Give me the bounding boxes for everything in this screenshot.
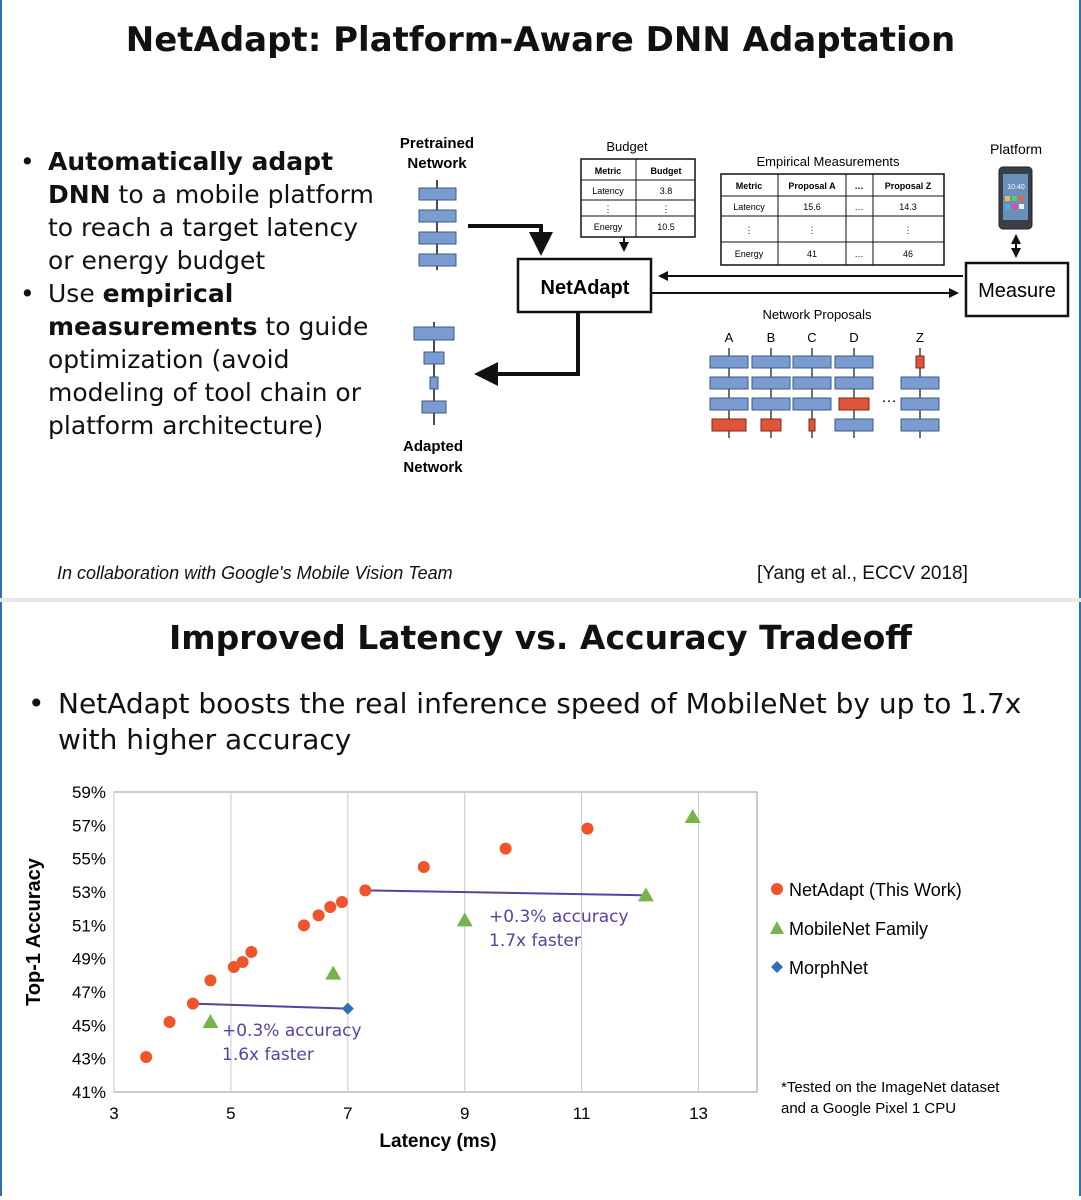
proposal-letter: B (766, 330, 776, 345)
emp-cell: Energy (734, 249, 764, 259)
budget-cell: 3.8 (659, 186, 673, 196)
annotation-1-line2: 1.7x faster (489, 931, 581, 951)
emp-cell: … (854, 249, 864, 259)
x-tick-label: 11 (572, 1104, 591, 1123)
emp-cell: … (854, 202, 864, 212)
proposal-ellipsis: … (881, 389, 897, 406)
adapted-label-2: Network (403, 459, 463, 476)
phone-clock: 10:40 (1007, 184, 1025, 191)
emp-cell: 14.3 (899, 202, 917, 212)
netadapt-point (359, 884, 371, 896)
y-tick-label: 41% (71, 1083, 106, 1102)
slide2-bullet-text: NetAdapt boosts the real inference speed of MobileNet by up to 1.7x with higher accuracy (58, 687, 1022, 756)
emp-header: … (854, 181, 864, 191)
measure-box-label: Measure (978, 280, 1056, 302)
emp-cell: Latency (733, 202, 765, 212)
netadapt-point (581, 823, 593, 835)
budget-title: Budget (606, 139, 648, 154)
comparison-line (365, 890, 646, 895)
netadapt-point (298, 919, 310, 931)
netadapt-point (187, 998, 199, 1010)
x-tick-label: 7 (343, 1104, 353, 1123)
emp-cell: 46 (902, 249, 914, 259)
bullet2-pre: Use (48, 279, 103, 308)
legend-label-mobilenet: MobileNet Family (789, 919, 929, 939)
comparison-line (193, 1004, 348, 1009)
proposal-letter: D (849, 330, 859, 345)
annotation-2-line2: 1.6x faster (222, 1045, 314, 1065)
netadapt-point (204, 974, 216, 986)
netadapt-point (500, 843, 512, 855)
legend-label-netadapt: NetAdapt (This Work) (789, 880, 962, 900)
budget-header-metric: Metric (594, 166, 622, 176)
x-tick-label: 3 (109, 1104, 119, 1123)
budget-header-budget: Budget (650, 166, 682, 176)
collaboration-note: In collaboration with Google's Mobile Vision Team (57, 563, 453, 583)
y-tick-label: 45% (71, 1016, 106, 1036)
legend-marker-netadapt (771, 883, 783, 895)
x-tick-label: 9 (459, 1104, 470, 1123)
empirical-title: Empirical Measurements (756, 154, 900, 169)
mobilenet-point (325, 966, 341, 980)
proposal-letter: A (724, 330, 734, 345)
netadapt-point (164, 1016, 176, 1028)
chart-legend (770, 880, 962, 978)
emp-header: Proposal Z (884, 181, 932, 191)
y-tick-label: 57% (71, 816, 106, 836)
netadapt-point (237, 956, 249, 968)
budget-cell: Latency (592, 186, 624, 196)
budget-cell: 10.5 (657, 222, 675, 232)
netadapt-point (313, 909, 325, 921)
y-tick-label: 51% (71, 916, 106, 936)
pretrained-label-1: Pretrained (399, 135, 475, 152)
footnote-line2: and a Google Pixel 1 CPU (781, 1100, 957, 1117)
mobilenet-point (457, 912, 473, 926)
emp-cell: 15.6 (803, 202, 821, 212)
platform-label: Platform (989, 141, 1043, 157)
emp-cell: ⋮ (807, 225, 817, 235)
bullet1-bold: Automatically adapt DNN (48, 147, 334, 209)
annotation-2-line1: +0.3% accuracy (222, 1021, 362, 1041)
emp-cell: 41 (806, 249, 818, 259)
emp-header: Proposal A (788, 181, 836, 191)
bullet2-bold: empirical measurements (48, 279, 258, 341)
pretrained-label-2: Network (407, 155, 467, 172)
y-tick-label: 53% (71, 883, 106, 902)
legend-marker-morphnet (771, 961, 783, 973)
citation: [Yang et al., ECCV 2018] (757, 563, 968, 584)
netadapt-point (418, 861, 430, 873)
budget-cell: ⋮ (603, 204, 613, 214)
proposals-title: Network Proposals (762, 307, 872, 322)
x-axis-label: Latency (ms) (379, 1131, 497, 1152)
bullet2-rest: to guide optimization (avoid modeling of tool chain or platform architecture) (48, 312, 369, 440)
y-tick-label: 59% (71, 783, 106, 802)
footnote-line1: *Tested on the ImageNet dataset (781, 1079, 1000, 1096)
netadapt-point (336, 896, 348, 908)
emp-cell: ⋮ (744, 225, 754, 235)
y-axis-label: Top-1 Accuracy (23, 858, 45, 1006)
bullet1-rest: to a mobile platform to reach a target latency or energy budget (48, 180, 374, 275)
budget-cell: Energy (593, 222, 623, 232)
legend-label-morphnet: MorphNet (789, 958, 869, 978)
x-tick-label: 13 (689, 1104, 709, 1123)
chart-ticks (72, 783, 708, 1123)
proposal-letter: C (807, 330, 817, 345)
netadapt-point (140, 1051, 152, 1063)
annotation-1-line1: +0.3% accuracy (489, 907, 629, 927)
budget-cell: ⋮ (661, 204, 671, 214)
y-tick-label: 43% (71, 1049, 106, 1069)
y-tick-label: 55% (71, 849, 106, 869)
x-tick-label: 5 (226, 1104, 236, 1123)
slide1-title: NetAdapt: Platform-Aware DNN Adaptation (125, 20, 956, 60)
netadapt-point (324, 901, 336, 913)
netadapt-box-label: NetAdapt (540, 277, 630, 299)
emp-header: Metric (735, 181, 763, 191)
y-tick-label: 49% (71, 949, 106, 969)
mobilenet-point (202, 1014, 218, 1028)
plot-area (114, 792, 757, 1092)
y-tick-label: 47% (71, 983, 106, 1002)
adapted-label-1: Adapted (403, 438, 463, 455)
emp-cell: ⋮ (903, 225, 913, 235)
chart-grid (114, 792, 757, 1092)
netadapt-point (245, 946, 257, 958)
proposal-letter: Z (916, 330, 924, 345)
bullet-dot: • (28, 687, 45, 720)
legend-marker-mobilenet (770, 921, 784, 934)
slide2-title: Improved Latency vs. Accuracy Tradeoff (168, 618, 912, 657)
morphnet-point (342, 1003, 354, 1015)
